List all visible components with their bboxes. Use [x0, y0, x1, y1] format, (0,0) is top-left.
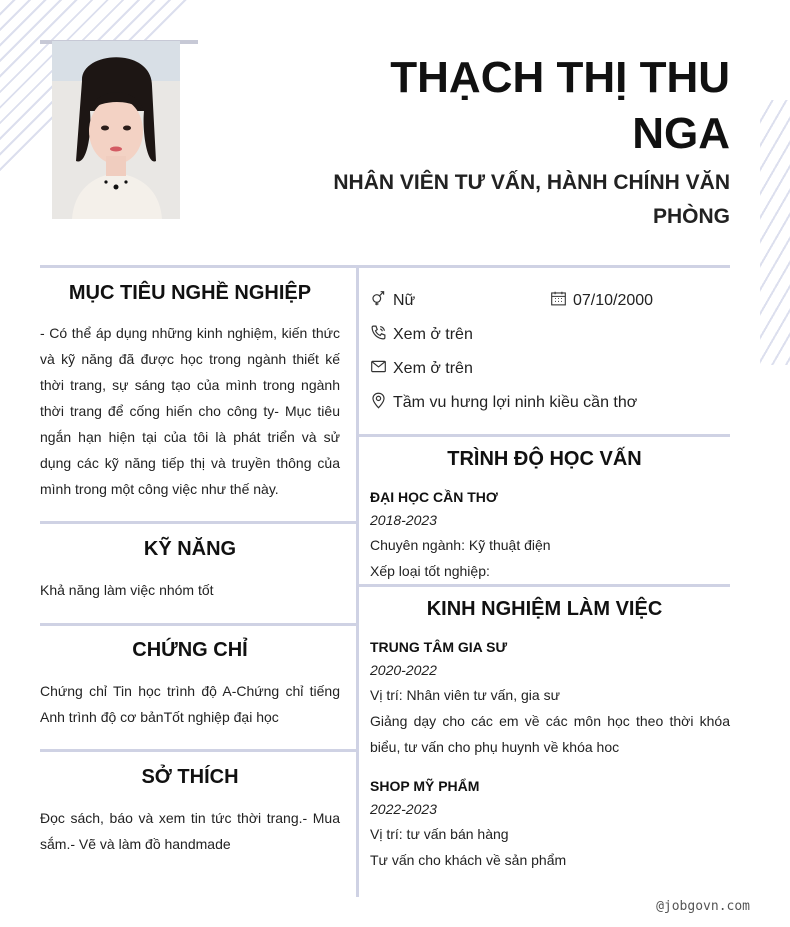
address-value: Tầm vu hưng lợi ninh kiều cần thơ — [393, 394, 638, 411]
calendar-icon — [550, 290, 567, 312]
education-title: TRÌNH ĐỘ HỌC VẤN — [447, 448, 642, 470]
divider-right-2 — [359, 584, 730, 587]
divider-top — [40, 265, 730, 268]
job-period: 2020-2022 — [370, 662, 437, 678]
education-school: ĐẠI HỌC CẦN THƠ — [370, 489, 498, 505]
gender-row — [370, 290, 415, 312]
skills-title: KỸ NĂNG — [143, 538, 237, 560]
hobbies-text: Đọc sách, báo và xem tin tức thời trang.- Mua sắm.- Vẽ và làm đồ handmade — [40, 810, 340, 852]
divider-left-2 — [40, 623, 356, 626]
divider-left-3 — [40, 749, 356, 752]
job-description: Giảng dạy cho các em về các môn học theo thời khóa biểu, tư vấn cho phụ huynh về khóa hoc — [370, 713, 730, 755]
hobbies-title: SỞ THÍCH — [141, 766, 239, 788]
gender-value: Nữ — [393, 292, 416, 309]
job-position: Vị trí: tư vấn bán hàng — [370, 826, 509, 842]
experience-title: KINH NGHIỆM LÀM VIỆC — [426, 598, 663, 620]
education-period: 2018-2023 — [370, 512, 437, 528]
decorative-stripes-right — [760, 100, 790, 365]
education-major: Chuyên ngành: Kỹ thuật điện — [370, 537, 551, 553]
certificates-title: CHỨNG CHỈ — [132, 639, 248, 661]
skills-text: Khả năng làm việc nhóm tốt — [40, 582, 214, 598]
phone-icon — [370, 324, 387, 346]
watermark-text: @jobgovn.com — [656, 899, 750, 914]
job-company: SHOP MỸ PHẨM — [370, 778, 480, 794]
education-grade: Xếp loại tốt nghiệp: — [370, 563, 490, 579]
job-description: Tư vấn cho khách về sản phẩm — [370, 852, 567, 868]
address-row — [370, 392, 637, 414]
email-row — [370, 358, 473, 380]
mail-icon — [370, 358, 387, 380]
profile-photo — [52, 41, 180, 219]
objective-title: MỤC TIÊU NGHỀ NGHIỆP — [68, 282, 312, 304]
phone-value: Xem ở trên — [393, 326, 473, 343]
divider-vertical — [356, 267, 359, 897]
birthday-value: 07/10/2000 — [573, 292, 654, 309]
birthday-row — [550, 290, 653, 312]
job-company: TRUNG TÂM GIA SƯ — [370, 639, 508, 655]
objective-text: - Có thể áp dụng những kinh nghiệm, kiến thức và kỹ năng đã được học trong ngành thiết kế thời trang, sự sáng tạo của mình trong ngành thời trang để cống hiến cho công ty- Mục tiêu ngắn hạn hiện tại của tôi là phát triển và sử dụng các kỹ năng tiếp thị và truyền thông của mình trong một công việc như thế này. — [40, 325, 340, 497]
job-period: 2022-2023 — [370, 801, 437, 817]
candidate-name: THẠCH THỊ THU NGA — [390, 53, 730, 158]
divider-left-1 — [40, 521, 356, 524]
divider-right-1 — [359, 434, 730, 437]
phone-row — [370, 324, 473, 346]
email-value: Xem ở trên — [393, 360, 473, 377]
location-pin-icon — [370, 392, 387, 414]
candidate-role: NHÂN VIÊN TƯ VẤN, HÀNH CHÍNH VĂN PHÒNG — [333, 171, 730, 228]
certificates-text: Chứng chỉ Tin học trình độ A-Chứng chỉ tiếng Anh trình độ cơ bảnTốt nghiệp đại học — [40, 683, 340, 725]
job-position: Vị trí: Nhân viên tư vấn, gia sư — [370, 687, 560, 703]
gender-icon — [370, 290, 387, 312]
